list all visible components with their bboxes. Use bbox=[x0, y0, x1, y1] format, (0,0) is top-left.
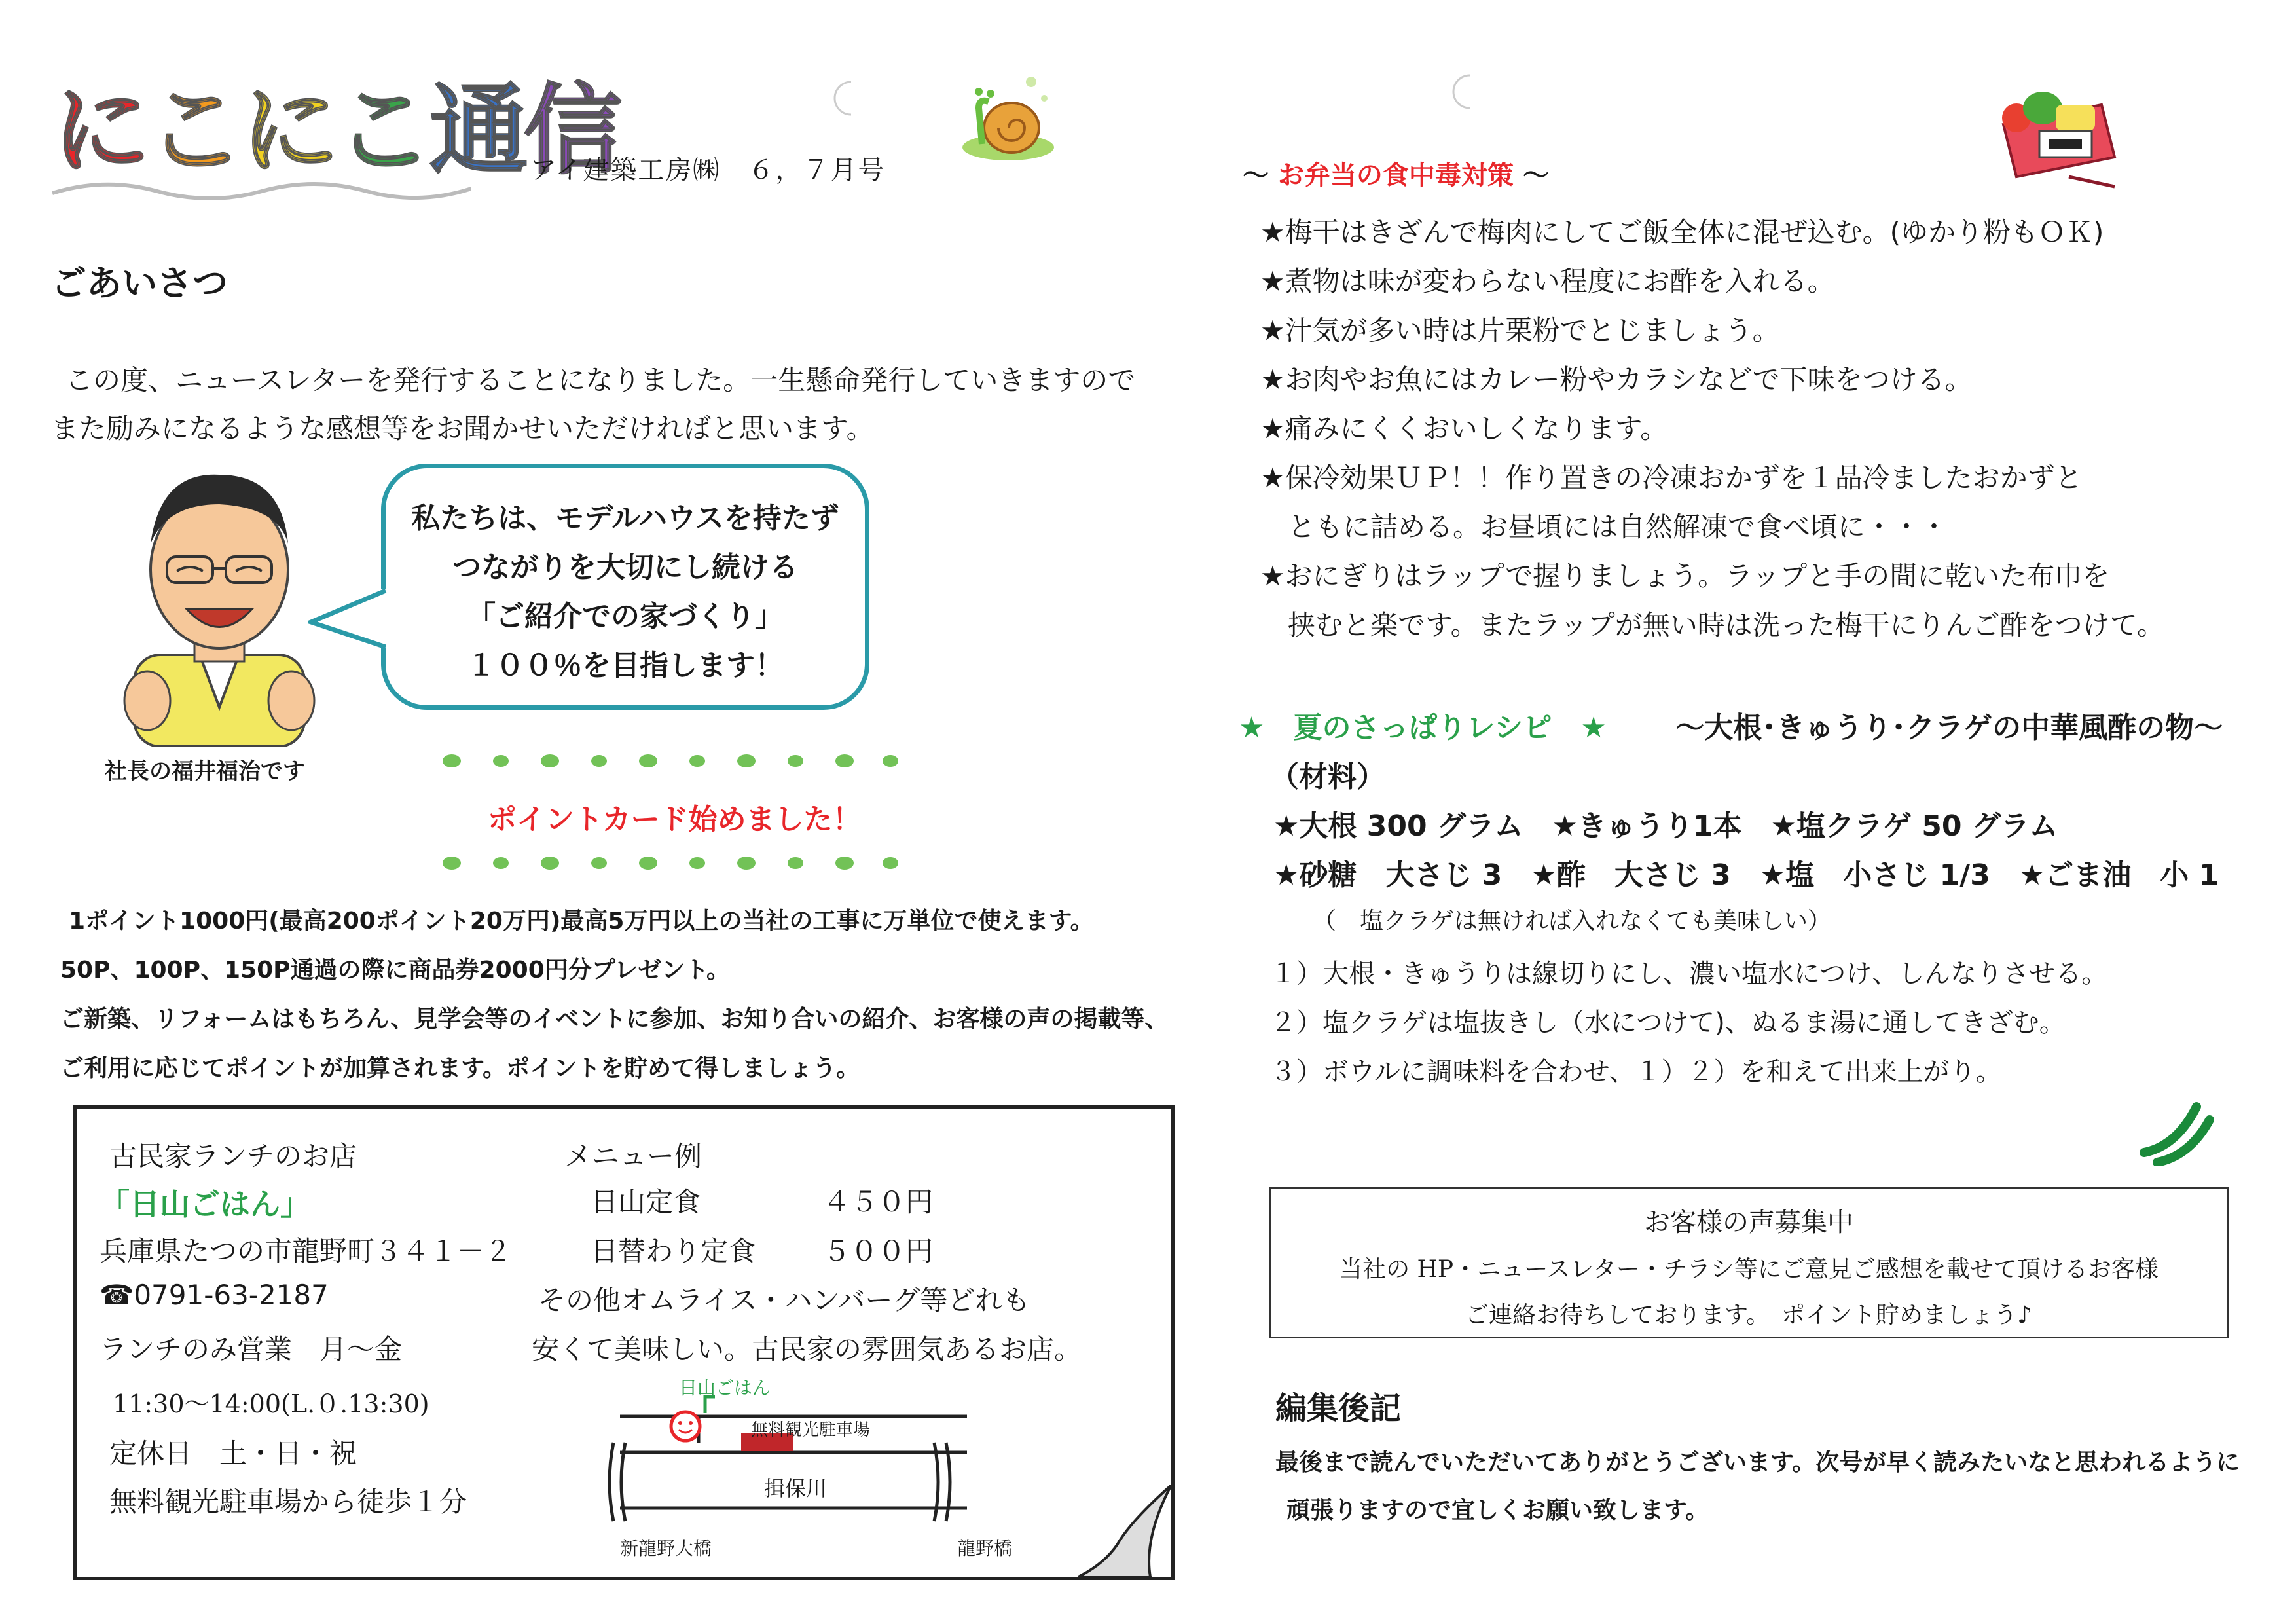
shop-parking-note: 無料観光駐車場から徒歩１分 bbox=[109, 1486, 467, 1518]
title-char: こ bbox=[147, 74, 242, 188]
recipe-step: ２）塩クラゲは塩抜きし（水につけて)、ぬるま湯に通してきざむ。 bbox=[1270, 1008, 2066, 1038]
ingredients-line: ★大根 300 グラム ★きゅうり1本 ★塩クラゲ 50 グラム bbox=[1273, 809, 2058, 843]
cucumber-icon bbox=[2138, 1100, 2216, 1168]
bento-heading bbox=[1243, 155, 1549, 192]
bento-tip-line: ★痛みにくくおいしくなります。 bbox=[1260, 413, 1668, 445]
bento-tip-line: ★おにぎりはラップで握りましょう。ラップと手の間に乾いた布巾を bbox=[1260, 560, 2110, 592]
recipe-heading-text: ★ 夏のさっぱりレシピ ★ bbox=[1239, 711, 1607, 745]
menu-item-name: 日替わり定食 bbox=[591, 1235, 756, 1267]
punch-hole-mark bbox=[831, 79, 858, 120]
editor-note-heading: 編集後記 bbox=[1275, 1390, 1402, 1427]
voice-text-line: 当社の HP・ニュースレター・チラシ等にご意見ご感想を載せて頂けるお客様 bbox=[1339, 1256, 2159, 1283]
title-char: に bbox=[52, 74, 147, 188]
title-char: に bbox=[241, 74, 336, 188]
shop-closed-days: 定休日 土・日・祝 bbox=[109, 1437, 357, 1469]
editor-note-line: 頑張りますので宜しくお願い致します。 bbox=[1286, 1497, 1709, 1524]
ingredients-line: ★砂糖 大さじ 3 ★酢 大さじ 3 ★塩 小さじ 1/3 ★ごま油 小 1 bbox=[1273, 858, 2219, 892]
shop-name: 「日山ごはん」 bbox=[100, 1187, 310, 1222]
customer-voice-box bbox=[1269, 1187, 2229, 1338]
bubble-text-line: １００％を目指します！ bbox=[467, 649, 784, 682]
recipe-note: （ 塩クラゲは無ければ入れなくても美味しい） bbox=[1313, 908, 1832, 934]
menu-item-price: ４５０円 bbox=[823, 1186, 934, 1218]
recipe-heading bbox=[1239, 704, 2223, 746]
ingredients-label: （材料） bbox=[1270, 760, 1385, 794]
shop-phone: ☎0791-63-2187 bbox=[100, 1279, 329, 1311]
bubble-text-line: 私たちは、モデルハウスを持たず bbox=[411, 502, 839, 535]
point-card-text-line: 1ポイント1000円(最高200ポイント20万円)最高5万円以上の当社の工事に万単位で使えます。 bbox=[69, 908, 1094, 934]
point-card-text-line: ご利用に応じてポイントが加算されます。ポイントを貯めて得しましょう。 bbox=[60, 1055, 860, 1082]
page-curl-decoration bbox=[1078, 1485, 1171, 1579]
greeting-heading: ごあいさつ bbox=[51, 263, 228, 304]
restaurant-info-box bbox=[73, 1105, 1175, 1580]
speech-bubble-tail-outline bbox=[308, 583, 393, 657]
bento-tip-line: 挟むと楽です。またラップが無い時は洗った梅干にりんご酢をつけて。 bbox=[1260, 609, 2164, 641]
heading-tilde: ～ bbox=[1522, 160, 1549, 191]
bubble-text-line: 「ご紹介での家づくり」 bbox=[467, 600, 784, 633]
bento-tip-line: ★梅干はきざんで梅肉にしてご飯全体に混ぜ込む。(ゆかり粉もＯＫ) bbox=[1260, 216, 2104, 248]
map-parking-label: 無料観光駐車場 bbox=[751, 1420, 871, 1440]
shop-address: 兵庫県たつの市龍野町３４１－２ bbox=[100, 1235, 513, 1267]
map-bridge-right-label: 龍野橋 bbox=[957, 1538, 1013, 1559]
recipe-step: １）大根・きゅうりは線切りにし、濃い塩水につけ、しんなりさせる。 bbox=[1270, 959, 2108, 989]
president-caption: 社長の福井福治です bbox=[105, 758, 305, 784]
greeting-text-line: この度、ニュースレターを発行することになりました。一生懸命発行していきますので bbox=[65, 364, 1136, 396]
publisher-issue: アイ建築工房㈱ ６，７月号 bbox=[530, 155, 886, 185]
shop-hours-note: ランチのみ営業 月～金 bbox=[100, 1333, 403, 1365]
snail-icon bbox=[959, 62, 1057, 170]
menu-item-price: ５００円 bbox=[823, 1235, 934, 1267]
heading-tilde: ～ bbox=[1243, 160, 1269, 191]
map-river-label: 揖保川 bbox=[764, 1476, 828, 1501]
recipe-step: ３）ボウルに調味料を合わせ、１）２）を和えて出来上がり。 bbox=[1270, 1057, 2002, 1087]
president-illustration bbox=[121, 458, 318, 749]
bubble-text-line: つながりを大切にし続ける bbox=[452, 551, 798, 584]
map-bridge-left-label: 新龍野大橋 bbox=[620, 1538, 712, 1559]
menu-note: その他オムライス・ハンバーグ等どれも bbox=[538, 1284, 1030, 1316]
editor-note-line: 最後まで読んでいただいてありがとうございます。次号が早く読みたいなと思われるように bbox=[1275, 1449, 2240, 1476]
title-char: こ bbox=[335, 74, 430, 188]
bento-tip-line: ★煮物は味が変わらない程度にお酢を入れる。 bbox=[1260, 265, 1835, 297]
point-card-text-line: 50P、100P、150P通過の際に商品券2000円分プレゼント。 bbox=[60, 957, 731, 984]
bento-tip-line: ★保冷効果ＵＰ！！作り置きの冷凍おかずを１品冷ましたおかずと bbox=[1260, 462, 2083, 494]
bento-box-icon bbox=[1990, 79, 2121, 193]
point-card-title: ポイントカード始めました！ bbox=[488, 803, 862, 836]
bento-tip-line: ともに詰める。お昼頃には自然解凍で食べ頃に・・・ bbox=[1260, 511, 1948, 543]
title-wave-decoration bbox=[52, 177, 471, 206]
voice-text-line: ご連絡お待ちしております。 ポイント貯めましょう♪ bbox=[1465, 1302, 2033, 1329]
title-char: 通 bbox=[429, 74, 524, 188]
greeting-text-line: また励みになるような感想等をお聞かせいただければと思います。 bbox=[51, 413, 874, 445]
shop-hours: 11:30～14:00(L.０.13:30) bbox=[113, 1390, 429, 1418]
decorative-dots-row bbox=[439, 747, 903, 775]
bento-tip-line: ★お肉やお魚にはカレー粉やカラシなどで下味をつける。 bbox=[1260, 363, 1973, 396]
point-card-text-line: ご新築、リフォームはもちろん、見学会等のイベントに参加、お知り合いの紹介、お客様の声の掲載等、 bbox=[60, 1006, 1169, 1033]
shop-intro: 古民家ランチのお店 bbox=[109, 1140, 357, 1172]
decorative-dots-row bbox=[439, 849, 903, 877]
title-char: 信 bbox=[524, 74, 619, 188]
voice-title: お客様の声募集中 bbox=[1644, 1208, 1853, 1238]
punch-hole-mark bbox=[1450, 72, 1476, 114]
menu-note: 安くて美味しい。古民家の雰囲気あるお店。 bbox=[532, 1333, 1082, 1365]
menu-item-name: 日山定食 bbox=[591, 1186, 701, 1218]
recipe-dish-name: ～大根･きゅうり･クラゲの中華風酢の物～ bbox=[1675, 711, 2223, 745]
menu-title: メニュー例 bbox=[564, 1140, 702, 1172]
map-shop-label: 日山ごはん bbox=[679, 1377, 771, 1399]
speech-bubble bbox=[381, 464, 869, 710]
bento-heading-text: お弁当の食中毒対策 bbox=[1277, 160, 1514, 191]
bento-tip-line: ★汁気が多い時は片栗粉でとじましょう。 bbox=[1260, 314, 1780, 346]
